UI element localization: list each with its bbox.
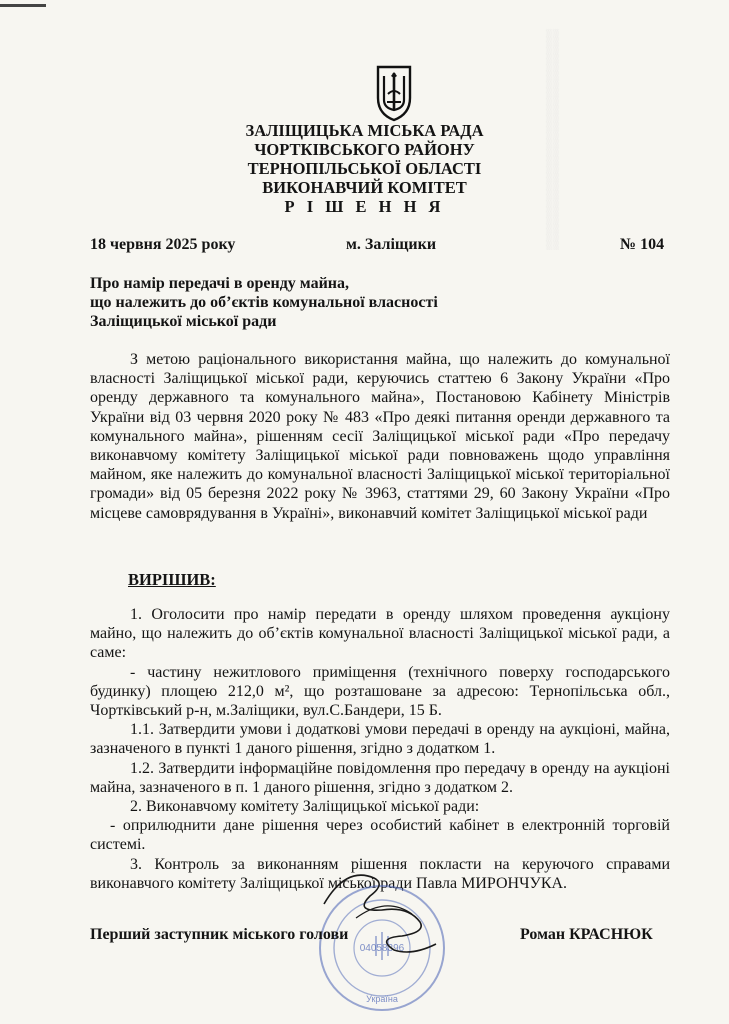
district-name: ЧОРТКІВСЬКОГО РАЙОНУ	[254, 140, 475, 159]
signer-name: Роман КРАСНЮК	[520, 926, 653, 943]
bleed-through: ▒▒▒▒▒▒▒▒▒▒▒▒▒▒▒▒▒▒▒▒▒▒▒▒▒▒	[545, 28, 559, 250]
preamble-block	[90, 350, 670, 523]
item-1: 1. Оголосити про намір передати в оренду шляхом проведення аукціону майно, що належить до об’єктів комунальної власності Заліщицької міської ради, а саме:	[90, 606, 670, 662]
document-header	[0, 121, 729, 216]
committee-name: ВИКОНАВЧИЙ КОМІТЕТ	[262, 178, 467, 197]
item-3: 3. Контроль за виконанням рішення покласти на керуючого справами виконавчого комітету Заліщицької міської ради Павла МИРОНЧУКА.	[90, 855, 670, 892]
subject-line: що належить до об’єктів комунальної власності	[90, 294, 438, 311]
decision-number: № 104	[620, 236, 665, 253]
item-1-object: - частину нежитлового приміщення (технічного поверху господарського будинку) площею 212,0 м², що розташоване за адресою: Тернопільська обл., Чортківський р-н, м.Заліщики, вул.С.Бандери, 15 Б.	[90, 663, 670, 720]
item-2-sub: - оприлюднити дане рішення через особистий кабінет в електронній торговій системі.	[90, 817, 670, 854]
stamp-country: Україна	[366, 994, 398, 1004]
decision-date: 18 червня 2025 року	[90, 236, 236, 253]
trident-coat-of-arms-icon	[374, 64, 414, 122]
signer-position: Перший заступник міського голови	[90, 926, 349, 943]
subject-line: Заліщицької міської ради	[90, 313, 277, 330]
subject-line: Про намір передачі в оренду майна,	[90, 275, 350, 292]
scan-edge-mark	[0, 4, 46, 7]
preamble-paragraph: З метою раціонального використання майна, що належить до комунальної власності Заліщицької міської ради, керуючись статтею 6 Закону України «Про оренду державного та комунального майна», Постановою Кабінету Міністрів України від 03 червня 2020 року № 483 «Про деякі питання оренди державного та комунального майна», рішенням сесії Заліщицької міської ради «Про передачу виконавчому комітету Заліщицької міської ради повноважень щодо управління майном, яке належить до комунальної власності Заліщицької міської територіальної громади» від 05 березня 2022 року № 3963, статтями 29, 60 Закону України «Про місцеве самоврядування в Україні», виконавчий комітет Заліщицької міської ради	[90, 351, 670, 522]
item-1-1: 1.1. Затвердити умови і додаткові умови передачі в оренду на аукціоні, майна, зазначеного в пункті 1 даного рішення, згідно з додатком 1.	[90, 721, 670, 758]
region-name: ТЕРНОПІЛЬСЬКОЇ ОБЛАСТІ	[247, 159, 482, 178]
decision-place: м. Заліщики	[346, 236, 437, 253]
decided-heading: ВИРІШИВ:	[128, 570, 216, 589]
document-type: Р І Ш Е Н Н Я	[284, 197, 445, 216]
stamp-code: 04058396	[359, 943, 405, 954]
item-1-2: 1.2. Затвердити інформаційне повідомлення про передачу в оренду на аукціоні майна, зазначеного в п. 1 даного рішення, згідно з додатком 2.	[90, 759, 670, 796]
item-2: 2. Виконавчому комітету Заліщицької міської ради:	[130, 798, 480, 816]
official-stamp	[316, 826, 448, 1016]
decision-subject	[90, 274, 438, 331]
council-name: ЗАЛІЩИЦЬКА МІСЬКА РАДА	[245, 121, 484, 140]
